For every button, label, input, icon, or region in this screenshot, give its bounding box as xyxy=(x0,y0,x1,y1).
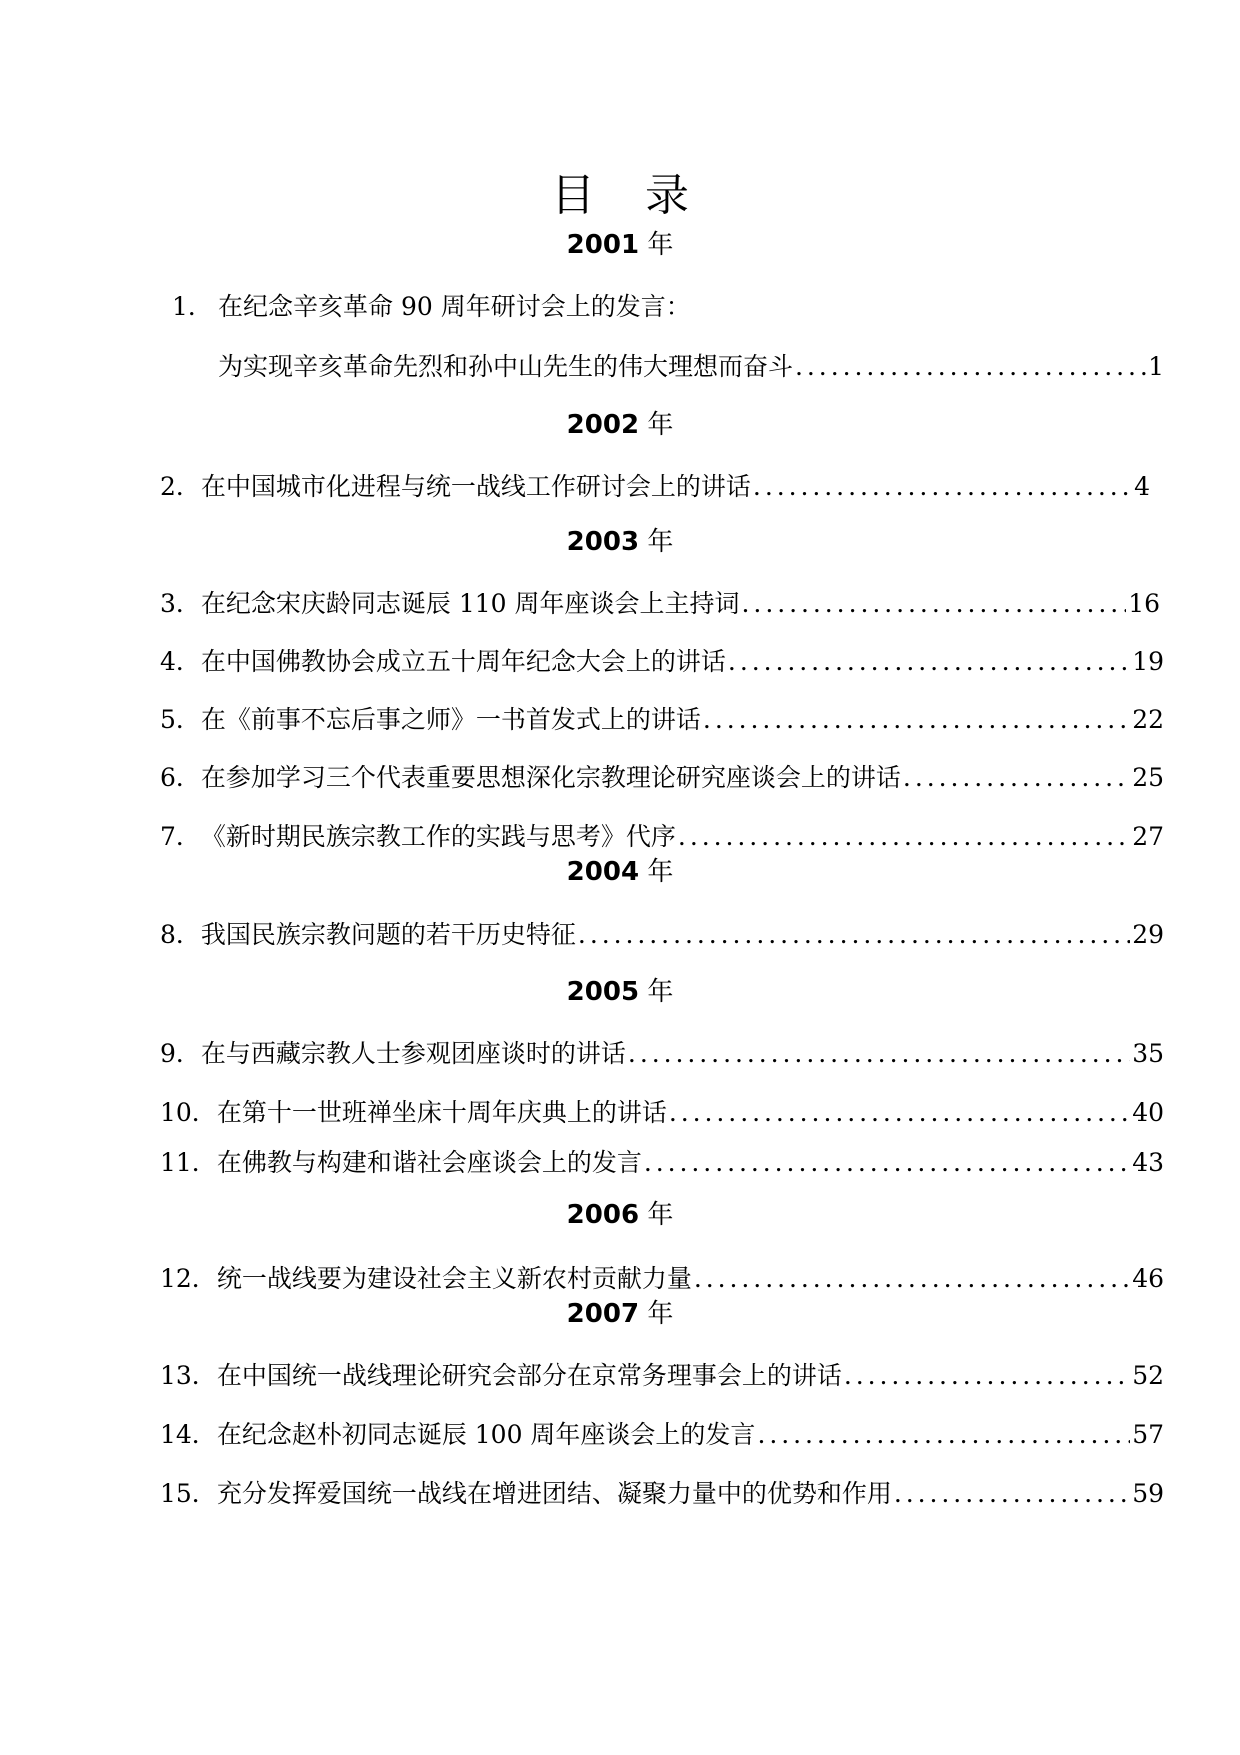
year-suffix: 年 xyxy=(647,527,674,557)
year-suffix: 年 xyxy=(647,1299,674,1329)
year-heading-2001 xyxy=(0,228,1240,262)
year-suffix: 年 xyxy=(647,857,674,887)
toc-entry-7[interactable] xyxy=(160,820,1164,854)
year-suffix: 年 xyxy=(647,977,674,1007)
year-heading-2003 xyxy=(0,525,1240,559)
dot-leader xyxy=(903,761,1130,795)
year-suffix: 年 xyxy=(647,1200,674,1230)
dot-leader xyxy=(644,1146,1130,1180)
dot-leader xyxy=(578,918,1130,952)
entry-title: 在纪念辛亥革命 90 周年研讨会上的发言： xyxy=(218,292,691,321)
entry-page: 27 xyxy=(1132,822,1164,851)
entry-number: 8． xyxy=(160,920,201,949)
entry-title: 在中国统一战线理论研究会部分在京常务理事会上的讲话 xyxy=(216,1361,842,1390)
toc-entry-11[interactable] xyxy=(160,1146,1164,1180)
entry-title: 《新时期民族宗教工作的实践与思考》代序 xyxy=(200,822,676,851)
entry-page: 4 xyxy=(1134,472,1150,501)
toc-entry-3[interactable] xyxy=(160,587,1160,621)
year-suffix: 年 xyxy=(647,410,674,440)
entry-number: 5． xyxy=(160,705,201,734)
entry-number: 3． xyxy=(160,589,201,618)
entry-page: 40 xyxy=(1132,1098,1164,1127)
entry-number: 4． xyxy=(160,647,201,676)
entry-number: 1． xyxy=(172,292,213,321)
toc-entry-1[interactable] xyxy=(172,290,1132,324)
toc-entry-10[interactable] xyxy=(160,1096,1164,1130)
toc-entry-6[interactable] xyxy=(160,761,1164,795)
entry-title: 在《前事不忘后事之师》一书首发式上的讲话 xyxy=(200,705,701,734)
entry-number: 10． xyxy=(160,1098,217,1127)
year-heading-2007 xyxy=(0,1297,1240,1331)
entry-title: 为实现辛亥革命先烈和孙中山先生的伟大理想而奋斗 xyxy=(218,352,794,381)
entry-page: 29 xyxy=(1132,920,1164,949)
entry-title: 在纪念赵朴初同志诞辰 100 周年座谈会上的发言 xyxy=(216,1420,756,1449)
year-number: 2005 xyxy=(566,977,640,1007)
entry-title: 我国民族宗教问题的若干历史特征 xyxy=(200,920,576,949)
entry-page: 16 xyxy=(1128,589,1160,618)
toc-entry-5[interactable] xyxy=(160,703,1164,737)
entry-page: 46 xyxy=(1132,1264,1164,1293)
entry-page: 22 xyxy=(1132,705,1164,734)
dot-leader xyxy=(844,1359,1130,1393)
year-number: 2001 xyxy=(566,230,640,260)
dot-leader xyxy=(678,820,1130,854)
entry-number: 13． xyxy=(160,1361,217,1390)
year-suffix: 年 xyxy=(647,230,674,260)
entry-title: 统一战线要为建设社会主义新农村贡献力量 xyxy=(216,1264,692,1293)
dot-leader xyxy=(742,587,1127,621)
year-number: 2004 xyxy=(566,857,640,887)
entry-title: 在与西藏宗教人士参观团座谈时的讲话 xyxy=(200,1039,626,1068)
dot-leader xyxy=(757,1418,1130,1452)
dot-leader xyxy=(795,350,1146,384)
entry-page: 59 xyxy=(1132,1479,1164,1508)
dot-leader xyxy=(753,470,1132,504)
entry-title: 在参加学习三个代表重要思想深化宗教理论研究座谈会上的讲话 xyxy=(200,763,901,792)
toc-entry-15[interactable] xyxy=(160,1477,1164,1511)
entry-number: 14． xyxy=(160,1420,217,1449)
dot-leader xyxy=(894,1477,1130,1511)
entry-title: 充分发挥爱国统一战线在增进团结、凝聚力量中的优势和作用 xyxy=(216,1479,892,1508)
entry-page: 1 xyxy=(1148,352,1164,381)
year-heading-2006 xyxy=(0,1198,1240,1232)
toc-entry-2[interactable] xyxy=(160,470,1150,504)
toc-entry-1-subtitle[interactable] xyxy=(218,350,1164,384)
entry-number: 6． xyxy=(160,763,201,792)
entry-number: 2． xyxy=(160,472,201,501)
dot-leader xyxy=(694,1262,1130,1296)
entry-number: 15． xyxy=(160,1479,217,1508)
entry-title: 在第十一世班禅坐床十周年庆典上的讲话 xyxy=(216,1098,667,1127)
entry-title: 在中国城市化进程与统一战线工作研讨会上的讲话 xyxy=(200,472,751,501)
toc-entry-14[interactable] xyxy=(160,1418,1164,1452)
year-heading-2002 xyxy=(0,408,1240,442)
toc-entry-8[interactable] xyxy=(160,918,1164,952)
dot-leader xyxy=(628,1037,1130,1071)
toc-entry-4[interactable] xyxy=(160,645,1164,679)
entry-number: 7． xyxy=(160,822,201,851)
entry-title: 在纪念宋庆龄同志诞辰 110 周年座谈会上主持词 xyxy=(200,589,740,618)
entry-page: 25 xyxy=(1132,763,1164,792)
year-heading-2004 xyxy=(0,855,1240,889)
toc-entry-12[interactable] xyxy=(160,1262,1164,1296)
year-number: 2006 xyxy=(566,1200,640,1230)
toc-entry-9[interactable] xyxy=(160,1037,1164,1071)
entry-page: 43 xyxy=(1132,1148,1164,1177)
year-number: 2003 xyxy=(566,527,640,557)
toc-entry-13[interactable] xyxy=(160,1359,1164,1393)
entry-number: 12． xyxy=(160,1264,217,1293)
entry-title: 在佛教与构建和谐社会座谈会上的发言 xyxy=(216,1148,642,1177)
entry-page: 57 xyxy=(1132,1420,1164,1449)
entry-page: 19 xyxy=(1132,647,1164,676)
entry-page: 52 xyxy=(1132,1361,1164,1390)
page-title: 目 录 xyxy=(551,170,707,221)
year-number: 2007 xyxy=(566,1299,640,1329)
entry-number: 9． xyxy=(160,1039,201,1068)
year-number: 2002 xyxy=(566,410,640,440)
dot-leader xyxy=(728,645,1130,679)
entry-page: 35 xyxy=(1132,1039,1164,1068)
year-heading-2005 xyxy=(0,975,1240,1009)
entry-title: 在中国佛教协会成立五十周年纪念大会上的讲话 xyxy=(200,647,726,676)
dot-leader xyxy=(703,703,1130,737)
dot-leader xyxy=(669,1096,1130,1130)
entry-number: 11． xyxy=(160,1148,217,1177)
